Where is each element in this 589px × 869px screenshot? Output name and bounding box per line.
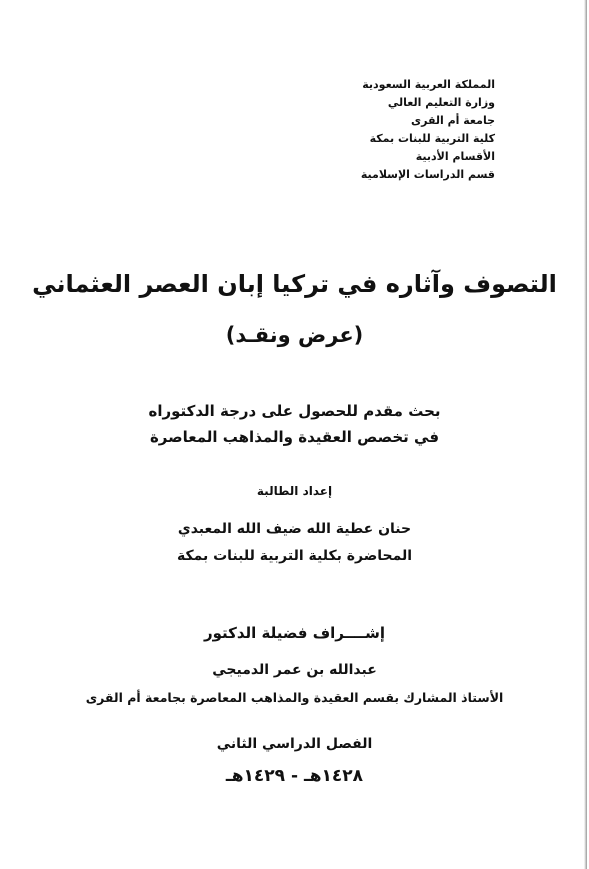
supervisor-block [0, 656, 589, 712]
institution-line-country: المملكة العربية السعودية [362, 78, 495, 91]
supervisor-role: الأستاذ المشارك بقسم العقيدة والمذاهب المعاصرة بجامعة أم القرى [85, 690, 504, 705]
thesis-title: التصوف وآثاره في تركيا إبان العصر العثماني [32, 270, 557, 298]
thesis-purpose [0, 398, 589, 450]
student-name: حنان عطية الله ضيف الله المعبدي [177, 521, 412, 537]
institution-line-ministry: وزارة التعليم العالي [387, 96, 495, 109]
institution-line-university: جامعة أم القرى [411, 114, 495, 127]
supervisor-label: إشــــراف فضيلة الدكتور [203, 624, 385, 642]
institution-line-department: قسم الدراسات الإسلامية [360, 168, 495, 181]
purpose-specialty-line: في تخصص العقيدة والمذاهب المعاصرة [149, 428, 440, 446]
semester-label: الفصل الدراسي الثاني [216, 736, 373, 752]
student-block [0, 516, 589, 570]
institution-line-college: كلية التربية للبنات بمكة [369, 132, 495, 145]
thesis-subtitle: (عرض ونقـد) [225, 323, 364, 347]
student-role: المحاضرة بكلية التربية للبنات بمكة [176, 548, 413, 564]
academic-years: ١٤٢٨هـ - ١٤٢٩هـ [225, 766, 364, 786]
institution-block [235, 76, 495, 184]
purpose-degree-line: بحث مقدم للحصول على درجة الدكتوراه [148, 402, 441, 420]
prepared-by-label: إعداد الطالبة [256, 484, 333, 498]
supervisor-name: عبدالله بن عمر الدميجي [212, 662, 377, 678]
institution-line-faculties: الأقسام الأدبية [415, 150, 495, 163]
